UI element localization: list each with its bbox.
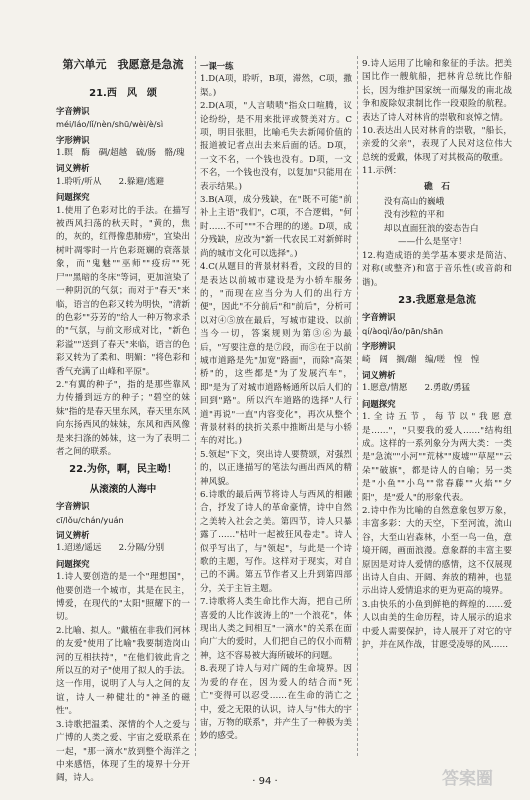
- answer-paragraph: 1.使用了色彩对比的手法。在描写被西风扫荡的秋天时，"黄的，焦的，灰的，红得像患肺痨"，宜染出树叶凋零时一片色彩斑斓的衰落景象，而"鬼魅""巫师""疫疠""死尸""黑暗的冬床"等词，更加渲染了一种阴沉的气氛；而对于"春天"来临，语言的色彩又转为明快，"清新的色彩""芬芳的"给人一种万物求杀的"气氛，与前文形成对比，"新色彩溢""送到了春天"来临，语言的色彩又转为了柔和、明媚："将色彩和香气充满了山峰和平原"。: [56, 205, 190, 377]
- answer-item: 1.D(A项，聆听，B项，滞然，C项，撒渠。): [200, 74, 352, 98]
- answer-paragraph: 2.诗中作为比喻的自然意象包罗万象，丰富多彩：大的天空，下至河流，流山谷，大至山岩森林，小至一鸟一鱼，意境开阔，画面浪漫。意象群的丰富主要原因是对诗人爱情的感情，这不仅展现出诗人自由、开阔、奔放的精神，也显示出诗人爱情追求的更为更高的境界。: [362, 506, 512, 597]
- section-heading: 字形辨识: [362, 341, 396, 352]
- answer-item: 3.B(A项，成分残缺，在"既不可能"前补上主语"我们"，C项，不合逻辑，"何时……不可"""不合理的的递。D项，成分残缺，应改为"新一代农民工对新鲜时尚的城市文化可以选择"。): [200, 195, 352, 259]
- answer-item: 4.C(从题目的背景材料看，文段的目的是表达以前城市建设是为小轿车服务的，"而现在应当分为人们的出行方便"，因此"不分前后"和"前后"，分析可以对④⑤放在最后，写城市建设、以前当今一切，答案规则为第③⑥为最后，"写要注意的是⑦段，而⑤在于以前城市道路是先"加宽"路面"，而除"高架桥"的，这些都是"为了发展汽车"，即"是为了对城市道路畅通所以后人们的回到"路"。所以汽车道路的选择"人行道"再说"一直"内容变化"，再次从整个背景材料的抉折关系中推断出是与小轿车的对比。): [200, 262, 352, 447]
- section-heading: 问题探究: [56, 558, 90, 569]
- answer-item: 6.诗歌的最后两节将诗人与西风的相融合，抒发了诗人的革命豪情，诗中自然之美转入社会之美。第四节，诗人只暴露了……"枯叶一起被狂风卷走"。诗人似乎写出了，与"领起"，与此是一个诗歌的主题，写作。这样对于现实，对自己的不满。第五节作者又上升到第四部分，关于主旨主题。: [200, 490, 352, 594]
- poem-line: 没有沙粒的平和: [384, 210, 445, 221]
- answer-item: 10.表达出人民对林肯的崇敬，"船长，亲爱的父亲"，表现了人民对这位伟大总统的爱戴，体现了对其极高的敬重。: [362, 126, 512, 163]
- answer-item: 11.示例：: [362, 166, 402, 177]
- section-heading: 字音辨识: [362, 312, 396, 323]
- section-heading: 词义辨析: [362, 369, 396, 380]
- answer-item: 5.领起"下文，突出诗人要赞颂，对强烈的，以正逢描写的笔法勾画出西风的精神风貌。: [200, 449, 352, 487]
- lesson-title: 21.西 风 颂: [89, 88, 157, 100]
- answer-item: 9.诗人运用了比喻和象征的手法。把美国比作一艘航船，把林肯总统比作船长，因为维护国家统一而爆发的南北战争和废除奴隶制比作一段艰险的航程。表达了诗人对林肯的崇敬和哀悼之情。: [362, 59, 512, 123]
- lesson-title: 23.我愿意是急流: [398, 294, 476, 306]
- section-heading: 词义辨析: [56, 163, 90, 174]
- pinyin-answer: qí/àoqì/ǎo/pān/shān: [362, 325, 444, 336]
- unit-title: 第六单元 我愿意是急流: [62, 58, 184, 71]
- answer-paragraph: 1.全诗五节，每节以"我愿意是……"，"只要我的爱人……"结构组成。这样的一系列象分为两大类：一类是"急流""小河""荒林""废墟""草屋""云朵""破旗"，都是诗人的自喻；另一类是"小鱼""小鸟""常春藤""火焰""夕阳"，是"爱人"的形象代表。: [362, 412, 512, 503]
- middle-column: [200, 58, 352, 744]
- section-heading: 字形辨识: [56, 134, 90, 145]
- answer-item: 8.表现了诗人与对广阔的生命境界。因为爱的存在，因为爱人的结合而"死亡"变得可以忍受……在生命的消亡之中，爱之无限的认识，诗人与"伟大的宇宙，万物的联系"，并产生了一种极为美妙的感受。: [200, 664, 352, 742]
- section-heading: 词义辨析: [56, 530, 90, 540]
- poem-line: ——什么是坚守！: [398, 237, 467, 248]
- watermark-logo: [438, 760, 518, 794]
- answer-paragraph: 2.比喻、拟人。"戴植在非我们河林的友爱"使用了比喻"我要制造岗山河的互相扶持"，"在他们彼此肯之所以互的对子"使用了拟人的手法。这一作用，说明了人与人之间的友谊，诗人一种健壮的"神圣的磁性"。: [56, 625, 190, 717]
- column-divider: [195, 56, 196, 756]
- pinyin-answer: cī/lǒu/chán/yuán: [56, 514, 124, 525]
- ciyi-answer: 1.迢递/遥远 2.分隔/分别: [56, 543, 165, 554]
- answer-paragraph: 3.诗歌把温柔、深情的个人之爱与广博的人类之爱、宇宙之爱联系在一起，"那一滴水"放到整个海洋之中来感悟，体现了生的境界十分开阔，诗人。: [56, 719, 190, 784]
- ciyi-answer: 1.愿意/情愿 2.勇敢/勇猛: [362, 383, 471, 394]
- pinyin-answer: méi/láo/lǐ/nèn/shū/wèi/è/sì: [56, 119, 164, 130]
- right-column: [362, 58, 512, 652]
- answer-paragraph: 1.诗人要创造的是一个"理想国"，他要创造一个城市，其是在民主，博爱，在现代的"太阳"照耀下的一切。: [56, 572, 190, 623]
- zixing-answer: 崎 阔 搁/蹦 编/嗟 惶 惶: [362, 354, 480, 365]
- poem-line: 却以直面狂浪的姿态告白: [384, 223, 479, 234]
- section-heading: 问题探究: [362, 398, 396, 409]
- answer-paragraph: 2."有翼的种子"，指的是那些靠风力传播到远方的种子；"碧空的妹妹"指的是春天里东风，春天里东风向东扬西风的妹妹，东风和西风像是来扫涤的姊妹，这一为了表明二者之间的联系。: [56, 379, 190, 457]
- ciyi-answer: 1.聆听/听从 2.躲避/逃避: [56, 176, 165, 187]
- column-divider: [357, 56, 358, 756]
- section-heading: 字音辨识: [56, 105, 90, 116]
- poem-line: 没有高山的巍峨: [384, 197, 445, 208]
- answer-item: 2.D(A项，"人言啧啧"指众口喧腾，议论纷纷，是不用来批评或赞美对方。C项，明目张胆，比喻毛失去新闻价值的报道被记者点出去来后面的话。D项，一文不名，一个钱也没有。D项，一文不名，一个钱也没有，以复加"只能用在表示结果。): [200, 101, 352, 192]
- page-number: · 94 ·: [252, 776, 278, 787]
- section-heading: 字音辨识: [56, 501, 90, 512]
- answer-item: 12.构造成语的美学基本要求是简洁、对称(或整齐)和富于音乐性(或音韵和谐)。: [362, 250, 512, 288]
- poem-subtitle: 从滚滚的人海中: [89, 483, 157, 495]
- lesson-title: 22.为你，啊，民主呦！: [69, 464, 177, 476]
- section-heading: 一课一练: [200, 61, 234, 71]
- section-heading: 问题探究: [56, 192, 90, 203]
- answer-item: 7.诗歌将人类生命比作大海，把自己所喜爱的人比作波涛上的"一个浪花"，体现出人类之间相互"一滴水"的关系在面向广大的爱时，人们把自己的仅小而精神，这不容易被大海所破坏的问题。: [200, 597, 352, 661]
- watermark-text: 答案圈: [442, 769, 493, 789]
- poem-title: 礁 石: [424, 181, 450, 192]
- answer-paragraph: 3.由快乐的小鱼到鲜艳的辉煌的……爱人以由美的生命历程，诗人展示的追求中爱人需要保护，诗人展开了对它的守护，并在风作战，甘愿受凌辱的风……: [362, 599, 512, 651]
- left-column: [56, 58, 190, 786]
- zixing-answer: 1.瞑 酶 碉/超越 硫/肠 骼/瑰: [56, 148, 185, 159]
